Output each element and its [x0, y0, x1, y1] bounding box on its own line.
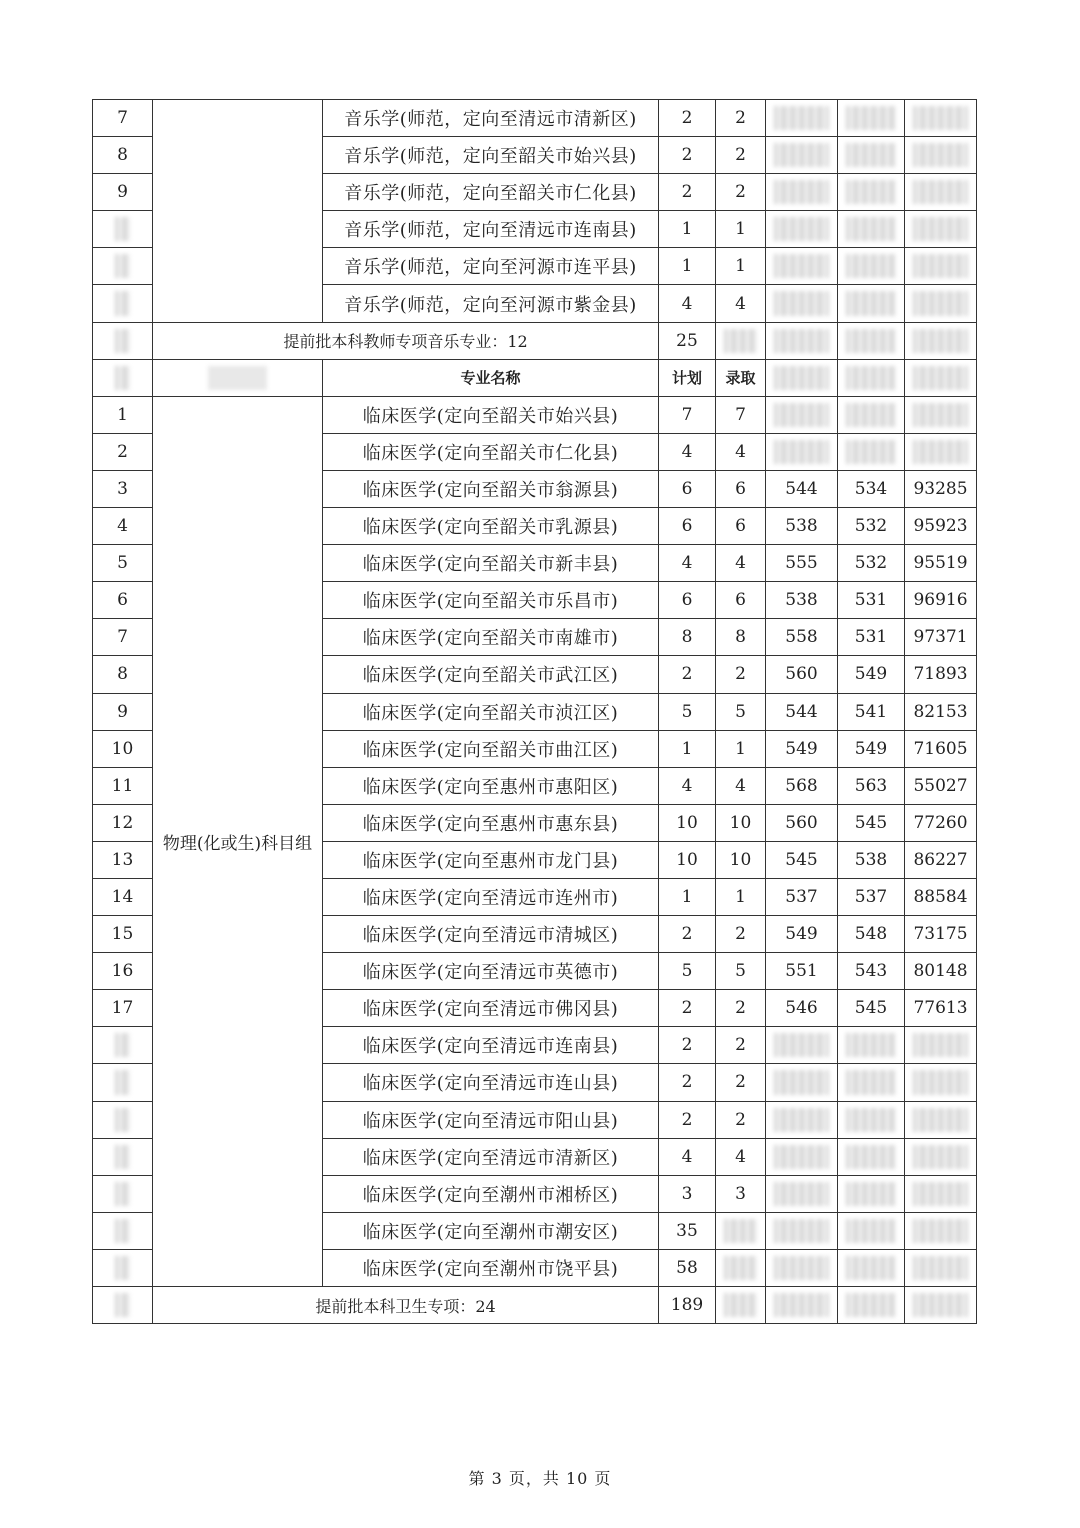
- admitted-count-cell: 2: [716, 174, 766, 211]
- min-rank-cell: 96916: [905, 582, 977, 619]
- min-score-cell: [838, 1249, 905, 1286]
- admitted-count-cell: 2: [716, 990, 766, 1027]
- row-number-cell: [93, 1212, 153, 1249]
- admitted-count-cell: 2: [716, 1064, 766, 1101]
- min-rank-cell: [905, 1175, 977, 1212]
- min-score-cell: 538: [838, 841, 905, 878]
- min-rank-cell: [905, 1249, 977, 1286]
- max-score-cell: 549: [766, 916, 838, 953]
- plan-count-cell: 4: [659, 433, 716, 470]
- redacted-cell: [716, 1287, 766, 1324]
- summary-row: [93, 1287, 977, 1324]
- major-name-cell: 临床医学(定向至韶关市翁源县): [323, 470, 659, 507]
- major-name-cell: 音乐学(师范，定向至河源市紫金县): [323, 285, 659, 322]
- plan-header: 计划: [659, 359, 716, 396]
- min-score-cell: 563: [838, 767, 905, 804]
- max-score-cell: 537: [766, 878, 838, 915]
- max-score-cell: [766, 1138, 838, 1175]
- admitted-count-cell: 4: [716, 1138, 766, 1175]
- redacted-rank-cell: [905, 322, 977, 359]
- min-rank-cell: 73175: [905, 916, 977, 953]
- plan-count-cell: 2: [659, 656, 716, 693]
- min-rank-cell: 80148: [905, 953, 977, 990]
- min-score-cell: 541: [838, 693, 905, 730]
- major-name-cell: 临床医学(定向至惠州市惠阳区): [323, 767, 659, 804]
- subject-group-cell: 物理(化或生)科目组: [153, 396, 323, 1286]
- major-header: 专业名称: [323, 359, 659, 396]
- row-number-cell: 17: [93, 990, 153, 1027]
- summary-row: [93, 322, 977, 359]
- row-number-cell: 7: [93, 100, 153, 137]
- max-score-cell: [766, 1064, 838, 1101]
- major-name-cell: 音乐学(师范，定向至清远市清新区): [323, 100, 659, 137]
- admitted-count-cell: 5: [716, 693, 766, 730]
- plan-count-cell: 4: [659, 285, 716, 322]
- max-score-cell: 549: [766, 730, 838, 767]
- admitted-count-cell: 2: [716, 100, 766, 137]
- row-number-cell: 12: [93, 804, 153, 841]
- admitted-count-cell: [716, 1249, 766, 1286]
- plan-count-cell: 4: [659, 1138, 716, 1175]
- plan-count-cell: 1: [659, 211, 716, 248]
- row-number-cell: 11: [93, 767, 153, 804]
- row-number-cell: 8: [93, 137, 153, 174]
- admitted-count-cell: 10: [716, 841, 766, 878]
- redacted-score-cell: [838, 322, 905, 359]
- redacted-score-cell: [766, 322, 838, 359]
- admitted-count-cell: 1: [716, 878, 766, 915]
- major-name-cell: 临床医学(定向至韶关市新丰县): [323, 545, 659, 582]
- plan-count-cell: 2: [659, 174, 716, 211]
- row-number-cell: 2: [93, 433, 153, 470]
- plan-count-cell: 6: [659, 582, 716, 619]
- row-number-cell: 3: [93, 470, 153, 507]
- major-name-cell: 临床医学(定向至清远市连山县): [323, 1064, 659, 1101]
- plan-count-cell: 2: [659, 916, 716, 953]
- row-number-cell: 14: [93, 878, 153, 915]
- min-score-cell: 532: [838, 508, 905, 545]
- redacted-rank-cell: [905, 137, 977, 174]
- min-rank-cell: [905, 433, 977, 470]
- major-name-cell: 音乐学(师范，定向至韶关市仁化县): [323, 174, 659, 211]
- redacted-header: [766, 359, 838, 396]
- major-name-cell: 临床医学(定向至惠州市惠东县): [323, 804, 659, 841]
- page-footer: 第 3 页，共 10 页: [468, 1469, 612, 1488]
- major-name-cell: 临床医学(定向至韶关市始兴县): [323, 396, 659, 433]
- row-number-cell: 8: [93, 656, 153, 693]
- redacted-rank-cell: [905, 1287, 977, 1324]
- min-rank-cell: 88584: [905, 878, 977, 915]
- admitted-count-cell: 2: [716, 1027, 766, 1064]
- admitted-count-cell: 7: [716, 396, 766, 433]
- min-score-cell: 545: [838, 804, 905, 841]
- plan-count-cell: 2: [659, 1027, 716, 1064]
- major-name-cell: 音乐学(师范，定向至韶关市始兴县): [323, 137, 659, 174]
- max-score-cell: 551: [766, 953, 838, 990]
- table-row: [93, 396, 977, 433]
- major-name-cell: 临床医学(定向至清远市清新区): [323, 1138, 659, 1175]
- min-score-cell: 537: [838, 878, 905, 915]
- min-score-cell: 534: [838, 470, 905, 507]
- max-score-cell: [766, 1175, 838, 1212]
- max-score-cell: 545: [766, 841, 838, 878]
- major-name-cell: 临床医学(定向至韶关市武江区): [323, 656, 659, 693]
- major-name-cell: 临床医学(定向至潮州市湘桥区): [323, 1175, 659, 1212]
- admitted-count-cell: 4: [716, 285, 766, 322]
- major-name-cell: 临床医学(定向至惠州市龙门县): [323, 841, 659, 878]
- major-name-cell: 临床医学(定向至清远市佛冈县): [323, 990, 659, 1027]
- min-score-cell: 545: [838, 990, 905, 1027]
- redacted-score-cell: [838, 248, 905, 285]
- redacted-cell: [716, 322, 766, 359]
- admitted-count-cell: 4: [716, 433, 766, 470]
- min-score-cell: [838, 1101, 905, 1138]
- admitted-count-cell: [716, 1212, 766, 1249]
- redacted-header: [838, 359, 905, 396]
- summary-plan-cell: 25: [659, 322, 716, 359]
- row-number-cell: [93, 1027, 153, 1064]
- min-score-cell: 531: [838, 582, 905, 619]
- summary-plan-cell: 189: [659, 1287, 716, 1324]
- admitted-count-cell: 3: [716, 1175, 766, 1212]
- admitted-count-cell: 2: [716, 1101, 766, 1138]
- min-rank-cell: 95923: [905, 508, 977, 545]
- row-number-header: [93, 359, 153, 396]
- major-name-cell: 临床医学(定向至清远市清城区): [323, 916, 659, 953]
- max-score-cell: 538: [766, 582, 838, 619]
- redacted-rank-cell: [905, 211, 977, 248]
- max-score-cell: 560: [766, 656, 838, 693]
- row-number-cell: [93, 1138, 153, 1175]
- plan-count-cell: 1: [659, 878, 716, 915]
- min-rank-cell: [905, 1027, 977, 1064]
- admitted-count-cell: 4: [716, 767, 766, 804]
- row-number-cell: [93, 1249, 153, 1286]
- major-name-cell: 临床医学(定向至韶关市乐昌市): [323, 582, 659, 619]
- min-score-cell: [838, 1212, 905, 1249]
- major-name-cell: 临床医学(定向至韶关市仁化县): [323, 433, 659, 470]
- min-rank-cell: [905, 1138, 977, 1175]
- redacted-score-cell: [766, 211, 838, 248]
- min-score-cell: [838, 1064, 905, 1101]
- group-cell: [153, 100, 323, 323]
- max-score-cell: 544: [766, 693, 838, 730]
- major-name-cell: 临床医学(定向至韶关市南雄市): [323, 619, 659, 656]
- plan-count-cell: 58: [659, 1249, 716, 1286]
- min-rank-cell: 82153: [905, 693, 977, 730]
- min-score-cell: [838, 1027, 905, 1064]
- admitted-count-cell: 1: [716, 211, 766, 248]
- admitted-count-cell: 1: [716, 248, 766, 285]
- admitted-count-cell: 6: [716, 508, 766, 545]
- plan-count-cell: 35: [659, 1212, 716, 1249]
- max-score-cell: [766, 1101, 838, 1138]
- major-name-cell: 临床医学(定向至清远市连南县): [323, 1027, 659, 1064]
- admit-header: 录取: [716, 359, 766, 396]
- admitted-count-cell: 1: [716, 730, 766, 767]
- max-score-cell: [766, 1027, 838, 1064]
- table-row: [93, 100, 977, 137]
- redacted-score-cell: [838, 100, 905, 137]
- major-name-cell: 临床医学(定向至清远市连州市): [323, 878, 659, 915]
- max-score-cell: 538: [766, 508, 838, 545]
- redacted-score-cell: [838, 1287, 905, 1324]
- min-rank-cell: 77260: [905, 804, 977, 841]
- min-rank-cell: 71605: [905, 730, 977, 767]
- row-number-cell: [93, 211, 153, 248]
- summary-label-cell: 提前批本科教师专项音乐专业：12: [153, 322, 659, 359]
- row-number-cell: 13: [93, 841, 153, 878]
- redacted-score-cell: [766, 1287, 838, 1324]
- min-rank-cell: 93285: [905, 470, 977, 507]
- row-number-cell: 1: [93, 396, 153, 433]
- row-number-cell: 4: [93, 508, 153, 545]
- max-score-cell: 560: [766, 804, 838, 841]
- row-number-cell: 7: [93, 619, 153, 656]
- row-number-cell: 15: [93, 916, 153, 953]
- max-score-cell: [766, 1212, 838, 1249]
- redacted-rank-cell: [905, 248, 977, 285]
- plan-count-cell: 3: [659, 1175, 716, 1212]
- admitted-count-cell: 2: [716, 137, 766, 174]
- row-number-cell: 16: [93, 953, 153, 990]
- row-number-cell: [93, 1175, 153, 1212]
- summary-label-cell: 提前批本科卫生专项：24: [153, 1287, 659, 1324]
- max-score-cell: 544: [766, 470, 838, 507]
- plan-count-cell: 2: [659, 990, 716, 1027]
- redacted-score-cell: [838, 285, 905, 322]
- min-score-cell: 531: [838, 619, 905, 656]
- max-score-cell: 546: [766, 990, 838, 1027]
- max-score-cell: 555: [766, 545, 838, 582]
- redacted-rank-cell: [905, 100, 977, 137]
- admitted-count-cell: 5: [716, 953, 766, 990]
- major-name-cell: 临床医学(定向至韶关市乳源县): [323, 508, 659, 545]
- plan-count-cell: 6: [659, 508, 716, 545]
- min-rank-cell: 71893: [905, 656, 977, 693]
- redacted-rank-cell: [905, 174, 977, 211]
- plan-count-cell: 2: [659, 137, 716, 174]
- row-number-cell: 9: [93, 693, 153, 730]
- min-rank-cell: 55027: [905, 767, 977, 804]
- min-score-cell: 532: [838, 545, 905, 582]
- row-number-cell: [93, 322, 153, 359]
- redacted-score-cell: [838, 174, 905, 211]
- plan-count-cell: 7: [659, 396, 716, 433]
- row-number-cell: [93, 1287, 153, 1324]
- min-score-cell: [838, 1138, 905, 1175]
- max-score-cell: 558: [766, 619, 838, 656]
- header-row: [93, 359, 977, 396]
- min-rank-cell: [905, 1101, 977, 1138]
- redacted-score-cell: [766, 100, 838, 137]
- plan-count-cell: 2: [659, 1064, 716, 1101]
- min-rank-cell: [905, 1064, 977, 1101]
- major-name-cell: 临床医学(定向至清远市英德市): [323, 953, 659, 990]
- admitted-count-cell: 6: [716, 582, 766, 619]
- redacted-header: [905, 359, 977, 396]
- redacted-score-cell: [766, 248, 838, 285]
- plan-count-cell: 1: [659, 248, 716, 285]
- min-score-cell: 548: [838, 916, 905, 953]
- min-score-cell: [838, 433, 905, 470]
- max-score-cell: [766, 396, 838, 433]
- row-number-cell: 6: [93, 582, 153, 619]
- plan-count-cell: 10: [659, 804, 716, 841]
- row-number-cell: 10: [93, 730, 153, 767]
- redacted-score-cell: [766, 174, 838, 211]
- major-name-cell: 音乐学(师范，定向至清远市连南县): [323, 211, 659, 248]
- redacted-score-cell: [766, 137, 838, 174]
- min-score-cell: 549: [838, 730, 905, 767]
- min-score-cell: 549: [838, 656, 905, 693]
- min-rank-cell: 77613: [905, 990, 977, 1027]
- row-number-cell: [93, 248, 153, 285]
- plan-count-cell: 10: [659, 841, 716, 878]
- max-score-cell: 568: [766, 767, 838, 804]
- plan-count-cell: 4: [659, 545, 716, 582]
- row-number-cell: [93, 1101, 153, 1138]
- admitted-count-cell: 8: [716, 619, 766, 656]
- redacted-score-cell: [766, 285, 838, 322]
- row-number-cell: [93, 285, 153, 322]
- admitted-count-cell: 10: [716, 804, 766, 841]
- major-name-cell: 临床医学(定向至韶关市浈江区): [323, 693, 659, 730]
- major-name-cell: 临床医学(定向至潮州市饶平县): [323, 1249, 659, 1286]
- row-number-cell: [93, 1064, 153, 1101]
- plan-count-cell: 5: [659, 953, 716, 990]
- admission-table: [92, 99, 977, 1324]
- min-score-cell: [838, 396, 905, 433]
- admitted-count-cell: 2: [716, 656, 766, 693]
- max-score-cell: [766, 1249, 838, 1286]
- plan-count-cell: 4: [659, 767, 716, 804]
- plan-count-cell: 2: [659, 100, 716, 137]
- admitted-count-cell: 6: [716, 470, 766, 507]
- row-number-cell: 9: [93, 174, 153, 211]
- max-score-cell: [766, 433, 838, 470]
- plan-count-cell: 2: [659, 1101, 716, 1138]
- redacted-score-cell: [838, 211, 905, 248]
- plan-count-cell: 8: [659, 619, 716, 656]
- redacted-rank-cell: [905, 285, 977, 322]
- redacted-score-cell: [838, 137, 905, 174]
- plan-count-cell: 6: [659, 470, 716, 507]
- major-name-cell: 临床医学(定向至清远市阳山县): [323, 1101, 659, 1138]
- min-score-cell: [838, 1175, 905, 1212]
- min-rank-cell: [905, 1212, 977, 1249]
- admitted-count-cell: 4: [716, 545, 766, 582]
- major-name-cell: 音乐学(师范，定向至河源市连平县): [323, 248, 659, 285]
- plan-count-cell: 1: [659, 730, 716, 767]
- group-header: [153, 359, 323, 396]
- major-name-cell: 临床医学(定向至潮州市潮安区): [323, 1212, 659, 1249]
- min-rank-cell: 86227: [905, 841, 977, 878]
- major-name-cell: 临床医学(定向至韶关市曲江区): [323, 730, 659, 767]
- row-number-cell: 5: [93, 545, 153, 582]
- plan-count-cell: 5: [659, 693, 716, 730]
- min-score-cell: 543: [838, 953, 905, 990]
- min-rank-cell: [905, 396, 977, 433]
- min-rank-cell: 95519: [905, 545, 977, 582]
- min-rank-cell: 97371: [905, 619, 977, 656]
- admitted-count-cell: 2: [716, 916, 766, 953]
